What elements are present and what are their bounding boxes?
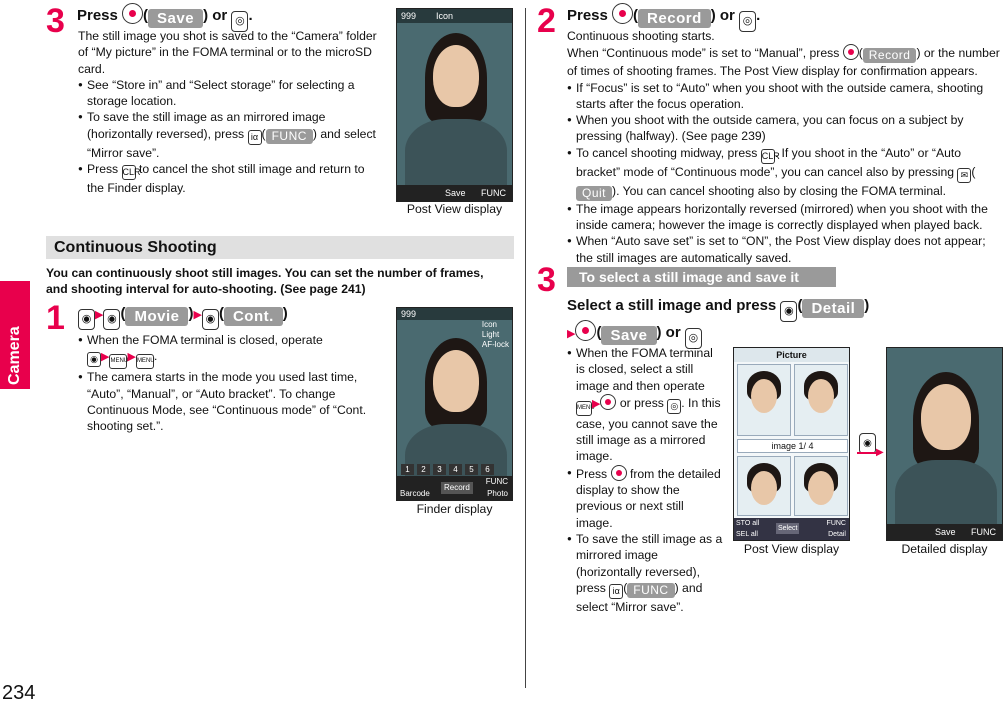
record-softkey: Record bbox=[863, 48, 917, 63]
section-tab bbox=[0, 281, 30, 389]
post-view-caption: Post View display bbox=[406, 202, 503, 216]
clr-key-icon: CLR bbox=[122, 165, 136, 180]
step1-body: ● When the FOMA terminal is closed, operate ◉ ▶MENU▶MENU. ● The camera starts in the mode you used last time, “Auto”, “Manual”, or “Auto bracket”. To change Continuous Mode, see “Continuous mode” of “Cont. shooting set.”. bbox=[78, 332, 373, 434]
step3-body: The still image you shot is saved to the “Camera” folder of “My picture” in the FOMA terminal or to the microSD card. ● See “Store in” and “Select storage” for selecting a storage location. ● To save the still image as an mirrored image (horizontally reversed), press iα ( FUNC ) and select “Mirror save”. ● Press CLR to cancel the shot still image and return to the Finder display. bbox=[78, 28, 383, 196]
bullet: ● If “Focus” is set to “Auto” when you shoot with the outside camera, shooting starts after the focus operation. bbox=[567, 80, 1003, 113]
i-alpha-key-icon: iα bbox=[609, 584, 623, 599]
camera-key-icon: ◉ bbox=[78, 309, 95, 330]
bullet: ● When “Auto save set” is set to “ON”, the Post View display does not appear; the still images are automatically saved. bbox=[567, 233, 1003, 266]
camera-shutter-key-icon: ◎ bbox=[231, 11, 248, 32]
bullet: ● To save the still image as a mirrored image (horizontally reversed), press iα ( FUNC ) and select “Mirror save”. bbox=[567, 531, 723, 615]
bullet: ● When the FOMA terminal is closed, operate bbox=[78, 332, 373, 348]
bullet: ● The image appears horizontally reversed (mirrored) when you shoot with the inside camera; however the image is correctly displayed when played back. bbox=[567, 201, 1003, 234]
detailed-display-caption: Detailed display bbox=[901, 542, 988, 556]
step-number-3: 3 bbox=[46, 2, 65, 40]
section-intro: You can continuously shoot still images. You can set the number of frames, and shooting interval for auto-shooting. (See page 241) bbox=[46, 266, 484, 297]
finder-screen: 999 Icon Light AF-lock 1 2 3 4 5 6 Barcode Record FUNC Photo bbox=[396, 307, 513, 501]
menu-key-icon: MENU bbox=[576, 401, 592, 416]
func-softkey: FUNC bbox=[266, 129, 313, 144]
bullet: ● The camera starts in the mode you used last time, “Auto”, “Manual”, or “Auto bracket”. To change Continuous Mode, see “Continuous mode” of “Cont. shooting set.”. bbox=[78, 369, 373, 434]
detailed-display-screen: Save FUNC bbox=[886, 347, 1003, 541]
portrait bbox=[921, 384, 971, 450]
step-number-3b: 3 bbox=[537, 261, 556, 299]
i-alpha-key-icon: iα bbox=[248, 130, 262, 145]
center-key-icon bbox=[600, 394, 616, 410]
column-divider bbox=[525, 8, 526, 688]
nav-key-icon bbox=[611, 465, 627, 481]
camera-shutter-key-icon: ◎ bbox=[739, 11, 756, 32]
step3-heading: Press ( Save ) or ◎ . bbox=[77, 3, 253, 32]
bullet: ● See “Store in” and “Select storage” for selecting a storage location. bbox=[78, 77, 383, 110]
center-key-icon bbox=[122, 3, 143, 24]
step3b-heading-line1: Select a still image and press ◉ ( Detail ) bbox=[567, 296, 869, 322]
bullet: ● Press from the detailed display to show the previous or next still image. bbox=[567, 465, 723, 531]
menu-key-icon: MENU bbox=[136, 354, 154, 369]
portrait bbox=[433, 350, 479, 412]
cont-softkey: Cont. bbox=[224, 307, 283, 326]
camera-key-icon: ◉ bbox=[87, 352, 101, 367]
func-softkey: FUNC bbox=[627, 583, 674, 598]
menu-key-icon: MENU bbox=[109, 354, 127, 369]
step-number-2: 2 bbox=[537, 2, 556, 40]
section-tab-label: Camera bbox=[6, 326, 23, 385]
movie-softkey: Movie bbox=[125, 307, 188, 326]
camera-shutter-key-icon: ◎ bbox=[667, 399, 681, 414]
camera-key-icon: ◉ bbox=[780, 301, 797, 322]
step-number-1: 1 bbox=[46, 299, 65, 337]
step2-heading: Press ( Record ) or ◎ . bbox=[567, 3, 760, 32]
section-title: Continuous Shooting bbox=[46, 236, 514, 259]
center-key-icon bbox=[612, 3, 633, 24]
bullet: ● To save the still image as an mirrored image (horizontally reversed), press iα ( FUNC ) and select “Mirror save”. bbox=[78, 109, 383, 161]
save-softkey: Save bbox=[601, 326, 656, 345]
step3b-body bbox=[567, 345, 723, 615]
save-softkey: Save bbox=[148, 9, 203, 28]
bullet: ● To cancel shooting midway, press CLR. If you shoot in the “Auto” or “Auto bracket” mode of “Continuous mode”, you can cancel also by pressing ✉ (Quit ). You can cancel shooting also by closing the FOMA terminal. bbox=[567, 145, 1003, 201]
camera-key-icon: ◉ bbox=[103, 309, 120, 330]
center-key-icon bbox=[575, 320, 596, 341]
camera-key-icon: ◉ bbox=[202, 309, 219, 330]
post-view-screen: 999 Icon Save FUNC bbox=[396, 8, 513, 202]
finder-caption: Finder display bbox=[416, 502, 493, 516]
mail-key-icon: ✉ bbox=[957, 168, 971, 183]
bullet: ● When the FOMA terminal is closed, select a still image and then operate MENU▶ or press ◎ . In this case, you cannot save the still image as a mirrored image. bbox=[567, 345, 723, 465]
camera-shutter-key-icon: ◎ bbox=[685, 328, 702, 349]
clr-key-icon: CLR bbox=[761, 149, 775, 164]
bullet: ● When you shoot with the outside camera, you can focus on a subject by pressing (halfway). (See page 239) bbox=[567, 112, 1003, 145]
detail-softkey: Detail bbox=[802, 299, 864, 318]
quit-softkey: Quit bbox=[576, 186, 612, 201]
picture-grid-screen: Picture image 1/ 4 STO all SEL all Select FUNC Detail bbox=[733, 347, 850, 541]
step1-heading: ◉ ▶ ◉ ( Movie )▶ ◉ ( Cont. ) bbox=[78, 304, 288, 330]
center-key-icon bbox=[843, 44, 859, 60]
step3b-heading-line2: ▶ ( Save ) or ◎ bbox=[567, 320, 702, 349]
bullet: ● Press CLR to cancel the shot still image and return to the Finder display. bbox=[78, 161, 383, 196]
post-view-caption-2: Post View display bbox=[743, 542, 840, 556]
portrait bbox=[433, 45, 479, 107]
camera-key-icon: ◉ bbox=[859, 430, 876, 454]
page-number: 234 bbox=[2, 682, 36, 704]
record-softkey: Record bbox=[638, 9, 711, 28]
subheading-bar: To select a still image and save it bbox=[567, 267, 836, 287]
step2-body: Continuous shooting starts. When “Continuous mode” is set to “Manual”, press ( Record ) or the number of times of shooting frames. The Post View display for confirmation appears. ● If “Focus” is set to “Auto” when you shoot with the outside camera, shooting starts after the focus operation. ● When you shoot with the outside camera, you can focus on a subject by pressing (halfway). (See page 239) ● To cancel shooting midway, press CLR. If you shoot in the “Auto” or “Auto bracket” mode of “Continuous mode”, you can cancel also by pressing ✉ (Quit ). You can cancel shooting also by closing the FOMA terminal. ● The image appears horizontally reversed (mirrored) when you shoot with the inside camera; however the image is correctly displayed when played back. ● When “Auto save set” is set to “ON”, the Post View display does not appear; the still images are automatically saved. bbox=[567, 28, 1003, 266]
